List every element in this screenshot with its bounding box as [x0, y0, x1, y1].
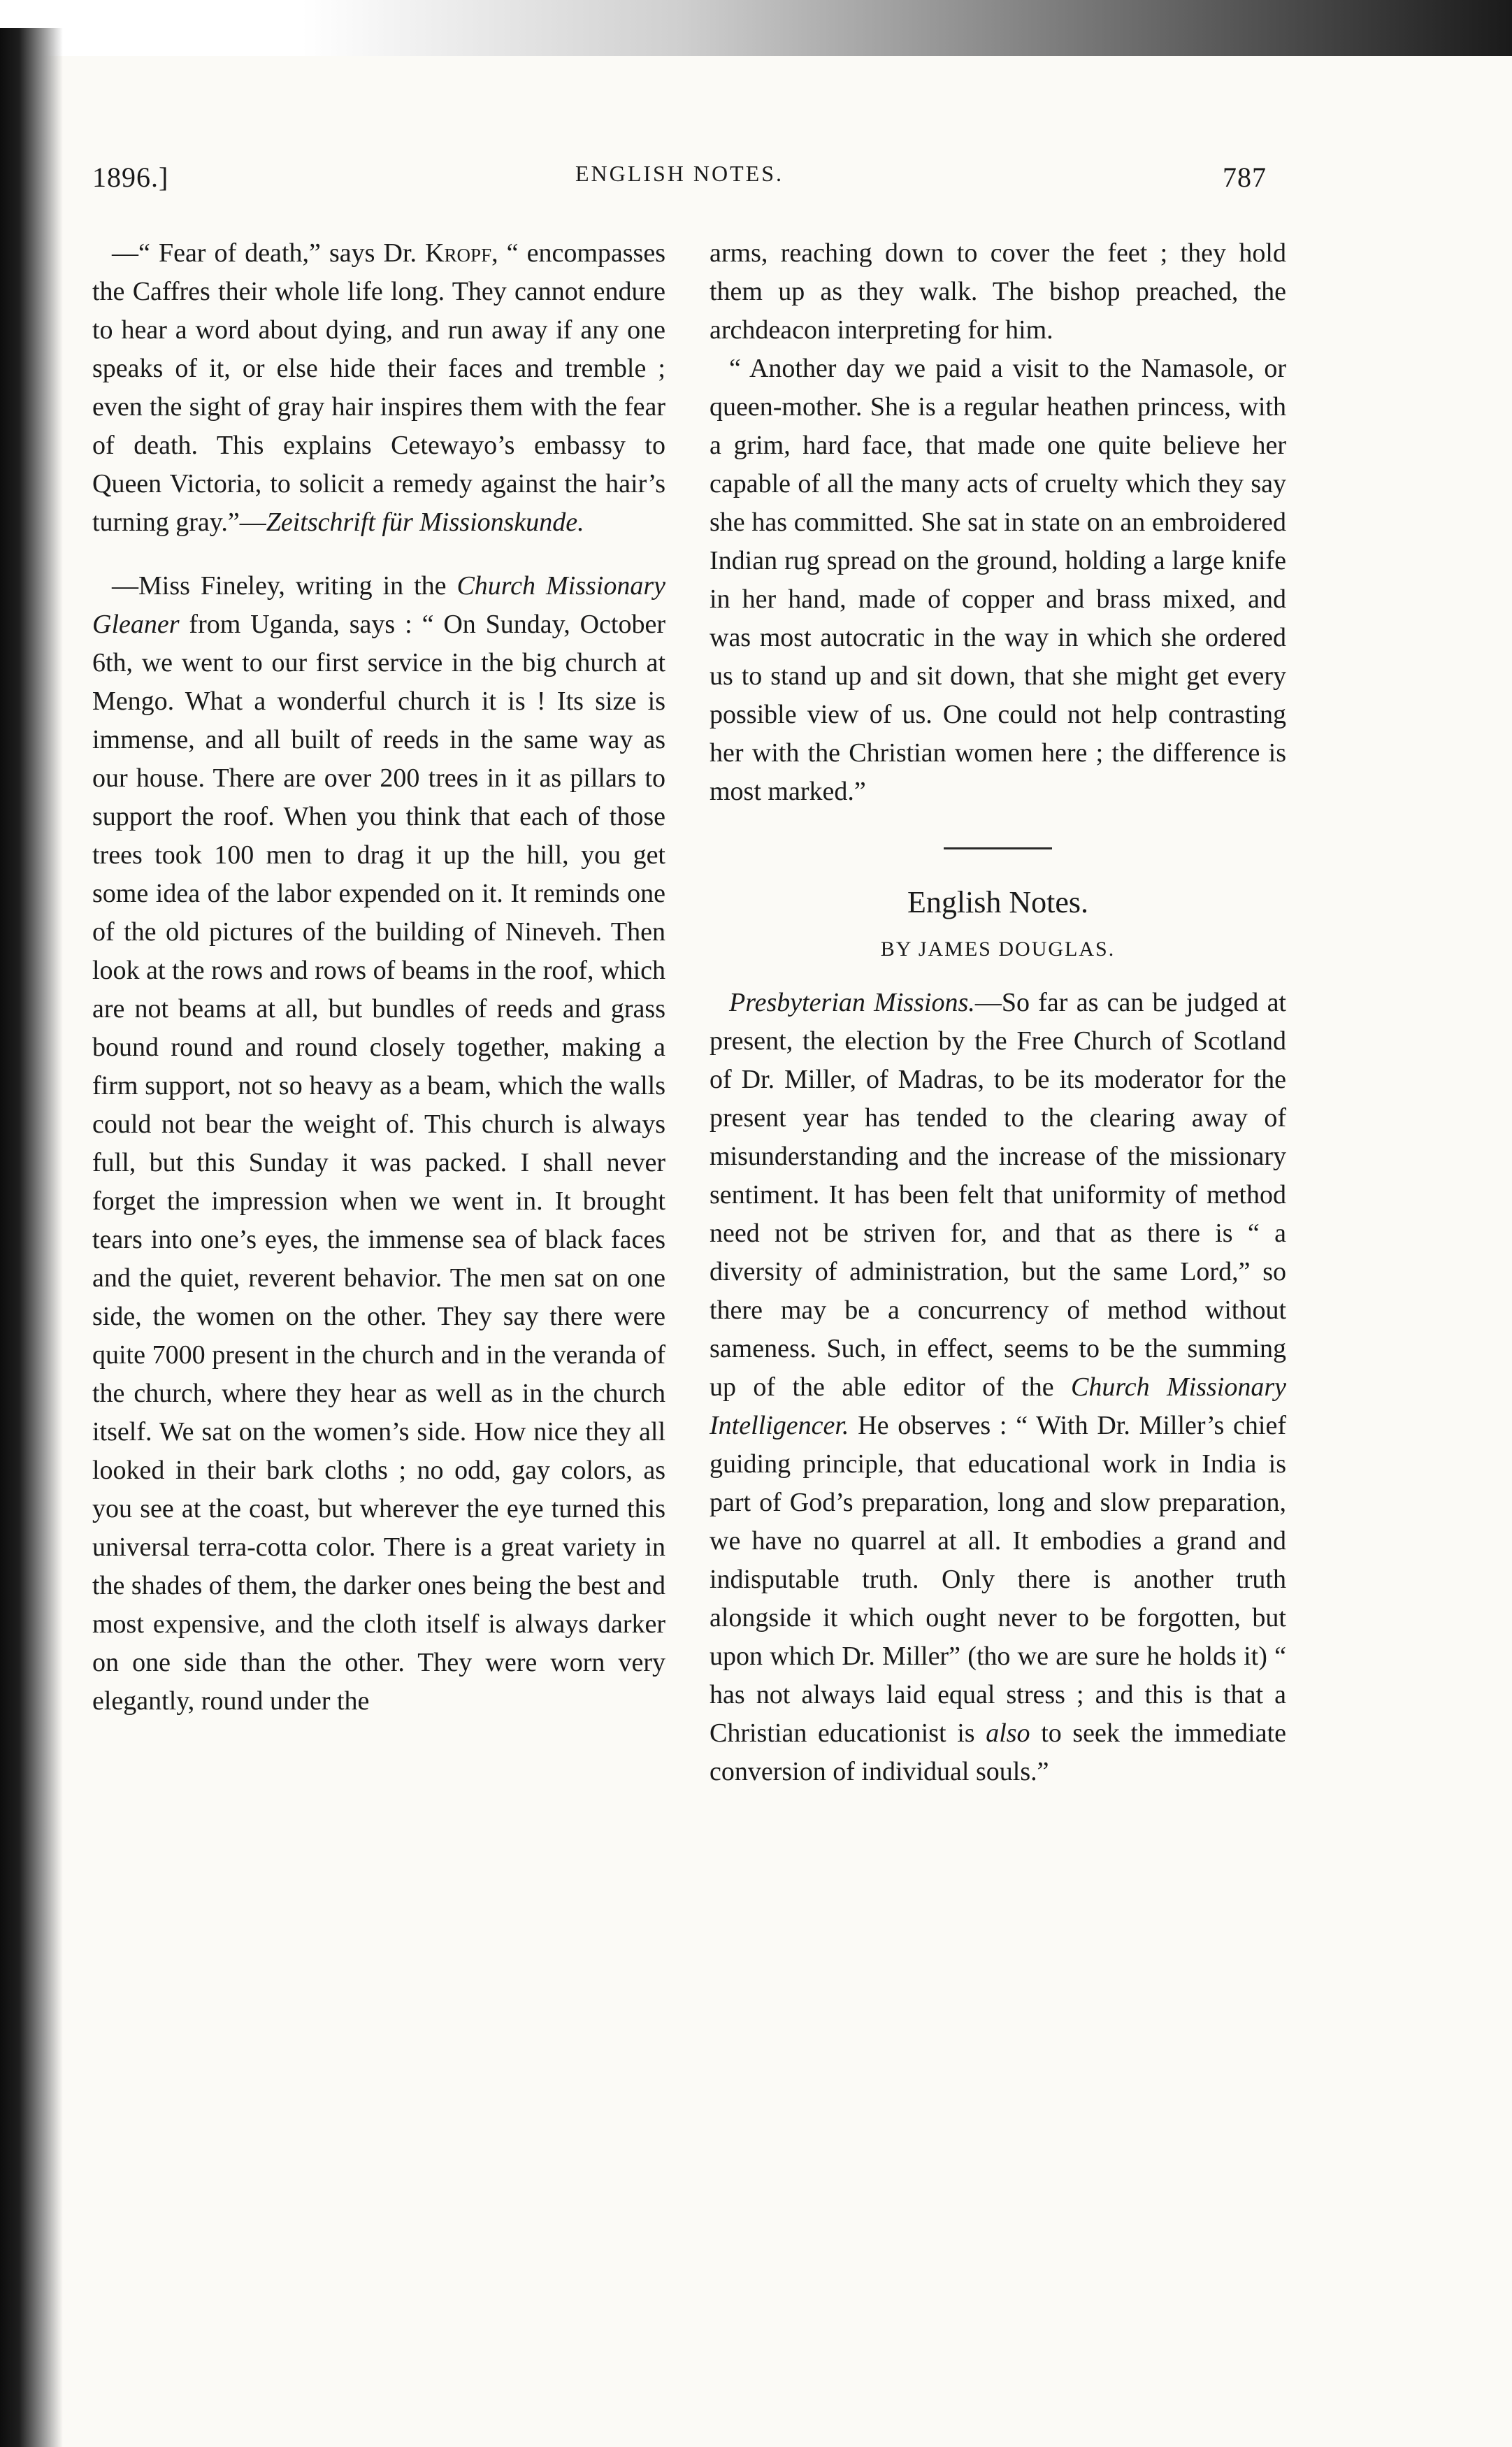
emphasis: also	[986, 1718, 1030, 1748]
presbyterian-paragraph: Presbyterian Missions.—So far as can be judged at present, the election by the Free Church of Scotland of Dr. Miller, of Madras, to be its moderator for the present year has tended to the clearing away of misunderstanding and the increase of the missionary sentiment. It has been felt that uniformity of method need not be striven for, and that as there is “ a diversity of administration, but the same Lord,” so there may be a concurrency of method without sameness. Such, in effect, seems to be the summing up of the able editor of the Church Missionary Intelligencer. He observes : “ With Dr. Miller’s chief guiding principle, that educational work in India is part of God’s preparation, long and slow preparation, we have no quarrel at all. It embodies a grand and indisputable truth. Only there is another truth alongside it which ought never to be forgotten, but upon which Dr. Miller” (tho we are sure he holds it) “ has not always laid equal stress ; and this is that a Christian educationist is also to seek the immediate conversion of individual souls.”	[710, 988, 1286, 1786]
header-year: 1896.]	[92, 162, 169, 193]
source-citation: Zeitschrift für Missionskunde.	[266, 508, 584, 537]
section-title: English Notes.	[907, 885, 1089, 919]
kropf-paragraph: —“ Fear of death,” says Dr. Kropf, “ encompasses the Caffres their whole life long. They cannot endure to hear a word about dying, and run away if any one speaks of it, or else hide their faces and tremble ; even the sight of gray hair inspires them with the fear of death. This explains Cetewayo’s embassy to Queen Victoria, to solicit a remedy against the hair’s turning gray.”—Zeitschrift für Missionskunde.	[92, 238, 665, 537]
fineley-paragraph: —Miss Fineley, writing in the Church Missionary Gleaner from Uganda, says : “ On Sunday, October 6th, we went to our first service in the big church at Mengo. What a wonderful church it is ! Its size is immense, and all built of reeds in the same way as our house. There are over 200 trees in it as pillars to support the roof. When you think that each of those trees took 100 men to drag it up the hill, you get some idea of the labor expended on it. It reminds one of the old pictures of the building of Nineveh. Then look at the rows and rows of beams in the roof, which are not beams at all, but bundles of reeds and grass bound round and round closely together, making a firm support, not so heavy as a beam, which the walls could not bear the weight of. This church is always full, but this Sunday it was packed. I shall never forget the impression when we went in. It brought tears into one’s eyes, the immense sea of black faces and the quiet, reverent behavior. The men sat on one side, the women on the other. They say there were quite 7000 present in the church and in the veranda of the church, where they hear as well as in the church itself. We sat on the women’s side. How nice they all looked in their bark cloths ; no odd, gay colors, as you see at the coast, but wherever the eye turned this universal terra-cotta color. There is a great variety in the shades of them, the darker ones being the best and most expensive, and the cloth itself is always darker on one side than the other. They were worn very elegantly, round under the	[92, 571, 665, 1716]
queen-mother-paragraph: “ Another day we paid a visit to the Namasole, or queen-mother. She is a regular heathen princess, with a grim, hard face, that made one quite believe her capable of all the many acts of cruelty which they say she has committed. She sat in state on an embroidered Indian rug spread on the ground, holding a large knife in her hand, made of copper and brass mixed, and was most autocratic in the way in which she ordered us to stand up and sit down, that she might get every possible view of us. One could not help contrasting her with the Christian women here ; the difference is most marked.”	[710, 354, 1286, 806]
author-name: Kropf,	[425, 238, 498, 268]
paragraph-heading: Presbyterian Missions.	[729, 988, 975, 1017]
left-column	[92, 234, 665, 1721]
section-divider	[944, 847, 1052, 849]
source-citation: Church Missionary Gleaner	[92, 571, 665, 639]
right-column	[710, 234, 1286, 1791]
byline: BY JAMES DOUGLAS.	[880, 938, 1116, 961]
running-header	[92, 161, 1267, 210]
scan-binding-edge	[0, 28, 63, 2447]
source-citation: Church Missionary Intelligencer.	[710, 1372, 1286, 1440]
header-title: ENGLISH NOTES.	[575, 161, 784, 186]
scan-top-edge	[0, 0, 1512, 56]
continued-paragraph: arms, reaching down to cover the feet ; they hold them up as they walk. The bishop preached, the archdeacon interpreting for him.	[710, 238, 1286, 345]
page-number: 787	[1223, 162, 1267, 193]
